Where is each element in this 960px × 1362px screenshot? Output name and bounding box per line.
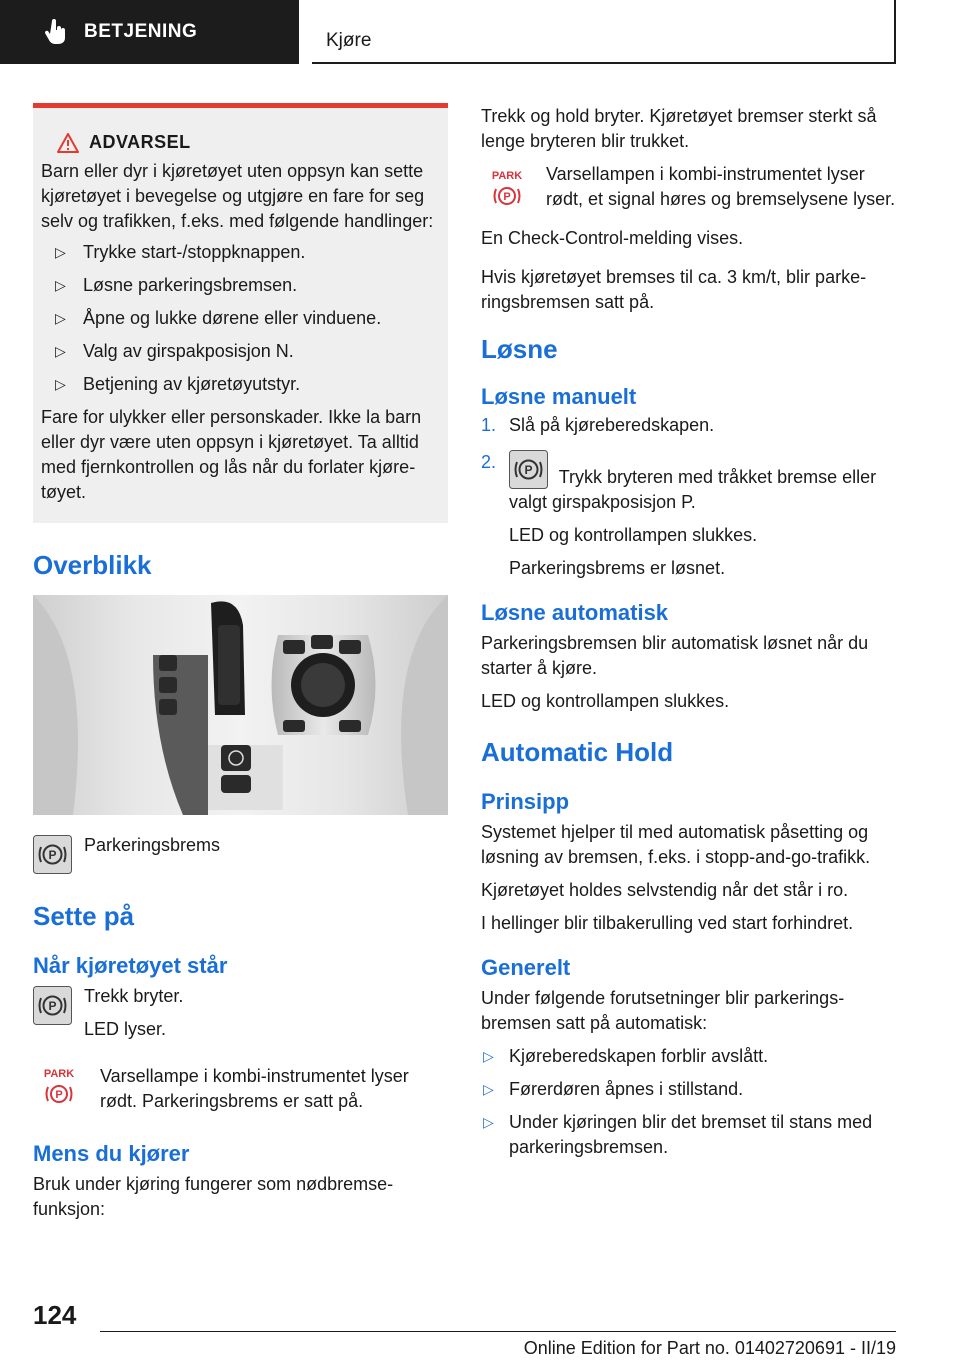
overview-caption-row [33, 835, 448, 874]
general-p: Under følgende forutsetninger blir parkeringsbremsen satt på automatisk: [481, 988, 845, 1033]
warning-box [33, 103, 448, 523]
right-p3: Hvis kjøretøyet bremses til ca. 3 km/t, blir parkeringsbremsen satt på. [481, 267, 867, 312]
auto-p2: LED og kontrollampen slukkes. [481, 691, 730, 711]
warning-list [41, 240, 438, 397]
standing-park-text: Varsellampe i kombi-instrumentet lyser rødt. Parkeringsbrems er satt på. [100, 1066, 409, 1111]
step2-sub1: LED og kontrollampen slukkes. [509, 525, 758, 545]
right-park-text: Varsellampen i kombi-instrumentet lyser rødt, et signal høres og bremselysene lyser. [546, 164, 896, 209]
right-park-row [481, 162, 899, 220]
warning-list-item: ▷ Betjening av kjøretøyutstyr. [41, 372, 438, 397]
svg-text:P: P [55, 1089, 63, 1101]
overview-caption: Parkeringsbrems [84, 835, 221, 855]
standing-row [33, 986, 448, 1050]
park-warning-lamp-icon [41, 1066, 77, 1108]
warning-intro: Barn eller dyr i kjøretøyet uten oppsyn kan sette kjøretøyet i bevegelse og utgjøre en fare for seg selv og trafikken, f.eks. med følgende handlinger: [41, 161, 434, 231]
step2-sub2: Parkeringsbrems er løsnet. [509, 558, 726, 578]
warning-list-item: ▷ Valg av girspakposisjon N. [41, 339, 438, 364]
left-column [33, 103, 448, 1230]
park-warning-lamp-icon [489, 168, 525, 210]
manual-steps [481, 413, 899, 515]
console-photo [33, 595, 448, 815]
standing-p1: Trekk bryter. [84, 986, 184, 1006]
general-list [481, 1044, 899, 1160]
principle-p1: Systemet hjelper til med automatisk påsetting og løsning av bremsen, f.eks. i stopp-and-go-trafikk. [481, 822, 871, 867]
warning-triangle-icon [57, 133, 79, 153]
svg-text:P: P [48, 999, 57, 1013]
page-number: 124 [33, 1300, 77, 1330]
step-item [481, 450, 899, 515]
step-item [481, 413, 899, 438]
principle-heading: Prinsipp [481, 789, 570, 814]
header-section-tab [0, 0, 299, 64]
warning-title-text: ADVARSEL [89, 132, 191, 152]
overview-heading: Overblikk [33, 550, 152, 580]
standing-heading: Når kjøretøyet står [33, 953, 228, 978]
header-chapter-label: Kjøre [326, 30, 372, 51]
warning-list-item: ▷ Åpne og lukke dørene eller vinduene. [41, 306, 438, 331]
general-list-item: ▷ Førerdøren åpnes i stillstand. [481, 1077, 899, 1102]
warning-title [57, 132, 438, 153]
parking-brake-button-icon [509, 450, 548, 489]
parking-brake-button-icon [33, 986, 72, 1025]
standing-park-row [33, 1066, 448, 1122]
footer-edition: Online Edition for Part no. 01402720691 - II/19 [523, 1338, 896, 1358]
step-number: 1. [481, 415, 497, 435]
general-list-item: ▷ Kjøreberedskapen forblir avslått. [481, 1044, 899, 1069]
center-console-illustration [33, 595, 448, 815]
svg-text:PARK: PARK [491, 170, 523, 182]
svg-text:PARK: PARK [43, 1068, 75, 1080]
step-text: Slå på kjøreberedskapen. [509, 415, 715, 435]
auto-p1: Parkeringsbremsen blir automatisk løsnet når du starter å kjøre. [481, 633, 869, 678]
warning-list-item: ▷ Løsne parkeringsbremsen. [41, 273, 438, 298]
general-list-item: ▷ Under kjøringen blir det bremset til stans med parkeringsbremsen. [481, 1110, 899, 1160]
principle-p2: Kjøretøyet holdes selvstendig når det står i ro. [481, 880, 849, 900]
general-heading: Generelt [481, 955, 571, 980]
step-text: Trykk bryteren med tråkket bremse eller valgt girspakposisjon P. [509, 467, 877, 512]
manual-heading: Løsne manuelt [481, 384, 637, 409]
footer-divider [100, 1331, 896, 1332]
right-column [481, 104, 899, 1168]
hand-pointer-icon [42, 18, 70, 46]
header-section-label: BETJENING [84, 21, 198, 42]
step-number: 2. [481, 452, 497, 472]
principle-p3: I hellinger blir tilbakerulling ved start forhindret. [481, 913, 854, 933]
parking-brake-button-icon [33, 835, 72, 874]
hold-heading: Automatic Hold [481, 737, 674, 767]
right-p2: En Check-Control-melding vises. [481, 228, 744, 248]
header-chapter-tab [312, 0, 896, 64]
apply-heading: Sette på [33, 901, 135, 931]
auto-heading: Løsne automatisk [481, 600, 669, 625]
svg-text:P: P [503, 191, 511, 203]
warning-list-item: ▷ Trykke start-/stoppknappen. [41, 240, 438, 265]
svg-text:P: P [48, 848, 57, 862]
right-p1: Trekk og hold bryter. Kjøretøyet bremser sterkt så lenge bryteren blir trukket. [481, 106, 877, 151]
driving-text: Bruk under kjøring fungerer som nødbremsefunksjon: [33, 1174, 394, 1219]
standing-p2: LED lyser. [84, 1019, 167, 1039]
svg-text:P: P [524, 463, 533, 477]
release-heading: Løsne [481, 334, 558, 364]
warning-outro: Fare for ulykker eller personskader. Ikke la barn eller dyr være uten oppsyn i kjøretøyet. Ta alltid med fjernkontrollen og lås når du forlater kjøretøyet. [41, 407, 422, 502]
driving-heading: Mens du kjører [33, 1141, 190, 1166]
